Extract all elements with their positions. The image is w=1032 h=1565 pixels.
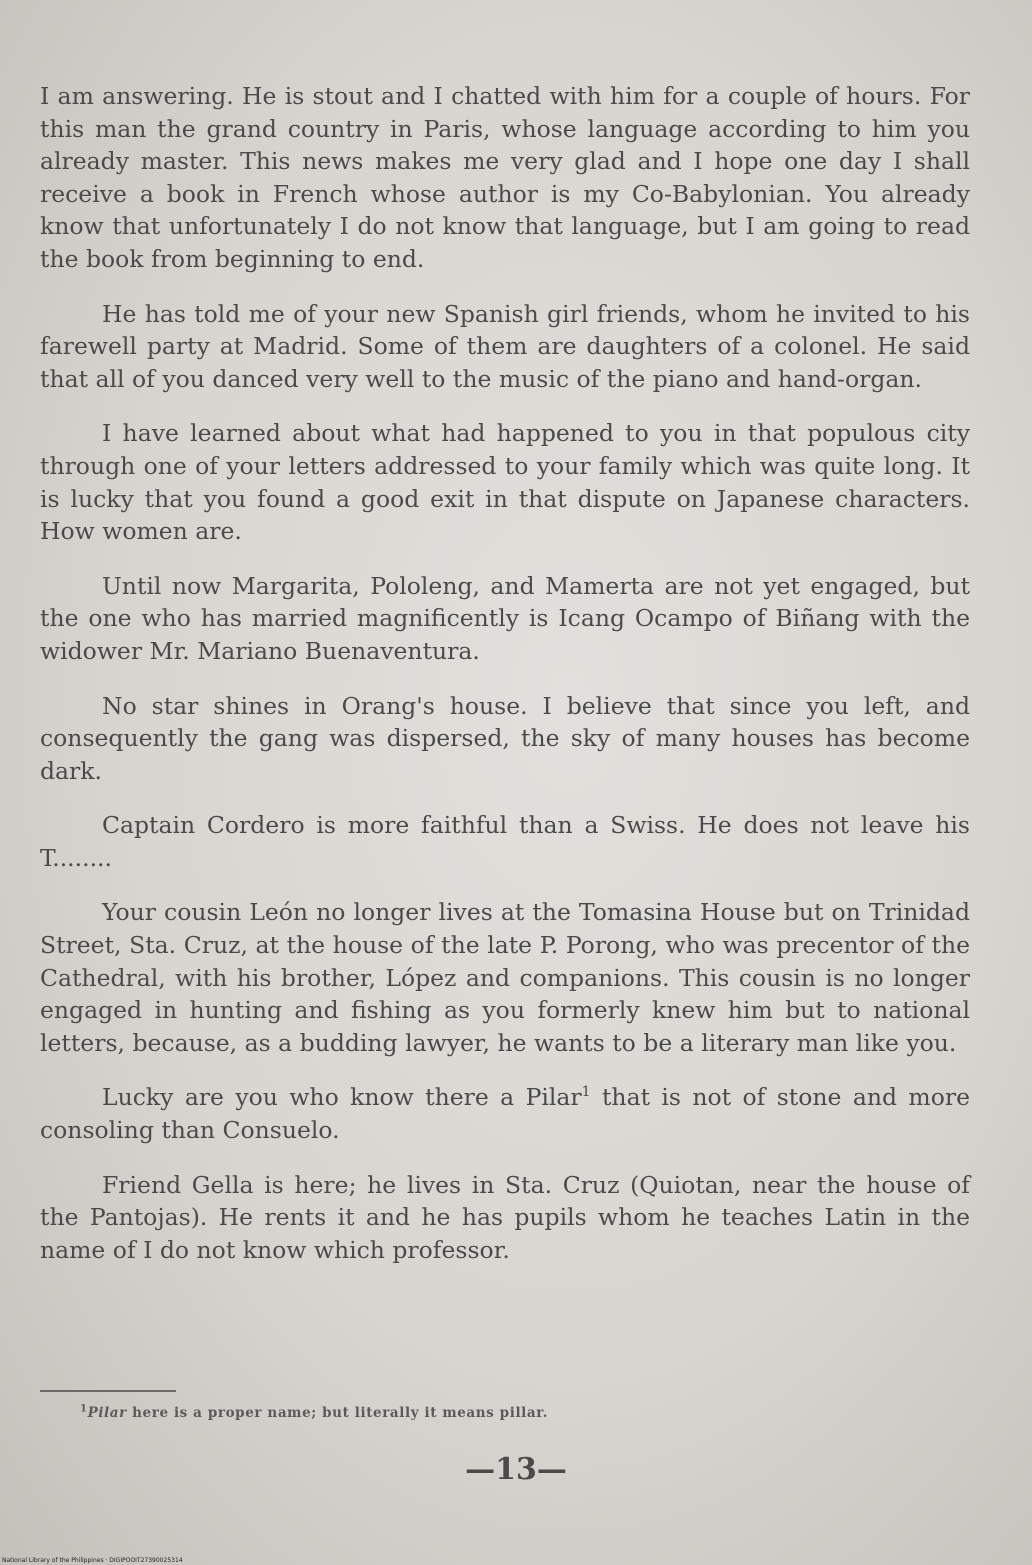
- paragraph: No star shines in Orang's house. I believe that since you left, and consequently the gang was dispersed, the sky of many houses has become dark.: [40, 691, 970, 785]
- footnote-term: Pilar: [87, 1405, 127, 1421]
- paragraph: I have learned about what had happened to you in that populous city through one of your letters addressed to your family which was quite long. It is lucky that you found a good exit in that dispute on Japanese characters. How women are.: [40, 419, 970, 546]
- pilar-text-before: Lucky are you who know there a Pilar: [102, 1083, 582, 1112]
- paragraph: He has told me of your new Spanish girl friends, whom he invited to his farewell party at Madrid. Some of them are daughters of a colonel. He said that all of you danced very well to the music of the piano and hand-organ.: [40, 299, 970, 393]
- footnote-marker: 1: [80, 1403, 88, 1415]
- footnote-reference: 1: [581, 1084, 591, 1101]
- footnote-text: here is a proper name; but literally it means pillar.: [126, 1405, 549, 1421]
- footnote: [80, 1405, 960, 1421]
- paragraph: Friend Gella is here; he lives in Sta. Cruz (Quiotan, near the house of the Pantojas). He rents it and he has pupils whom he teaches Latin in the name of I do not know which professor.: [40, 1170, 970, 1264]
- footnote-divider: [40, 1390, 176, 1392]
- paragraph: Until now Margarita, Pololeng, and Mamerta are not yet engaged, but the one who has married magnificently is Icang Ocampo of Biñang with the widower Mr. Mariano Buenaventura.: [40, 571, 970, 665]
- paragraph: Your cousin León no longer lives at the Tomasina House but on Trinidad Street, Sta. Cruz, at the house of the late P. Porong, who was precentor of the Cathedral, with his brother, López and companions. This cousin is no longer engaged in hunting and fishing as you formerly knew him but to national letters, because, as a budding lawyer, he wants to be a literary man like you.: [40, 898, 970, 1057]
- pilar-text-after: that is not of stone and more consoling than Consuelo.: [40, 1083, 970, 1145]
- page-number: —13—: [465, 1452, 567, 1487]
- paragraph: I am answering. He is stout and I chatted with him for a couple of hours. For this man the grand country in Paris, whose language according to him you already master. This news makes me very glad and I hope one day I shall receive a book in French whose author is my Co-Babylonian. You already know that unfortunately I do not know that language, but I am going to read the book from beginning to end.: [40, 82, 970, 273]
- scan-credit: National Library of the Philippines · DIGIPOOIT27390025314: [2, 1557, 183, 1564]
- letter-body: [40, 80, 970, 1266]
- paragraph-pilar: [40, 1081, 970, 1146]
- paragraph: Captain Cordero is more faithful than a Swiss. He does not leave his T........: [40, 811, 970, 872]
